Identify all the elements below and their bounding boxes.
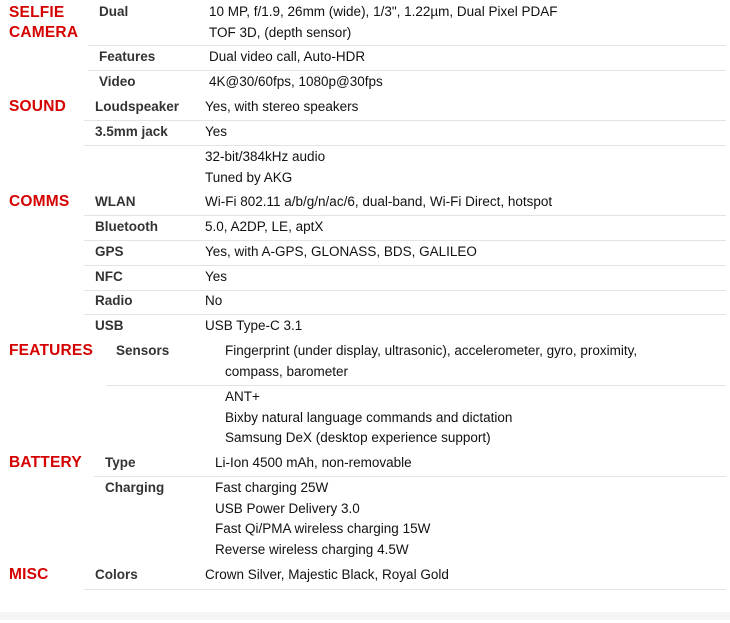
spec-label: Type (105, 455, 136, 470)
spec-label: Loudspeaker (95, 99, 180, 114)
row-divider (84, 589, 726, 590)
row-divider (84, 265, 726, 266)
row-divider (88, 70, 726, 71)
spec-value: Yes (205, 269, 228, 284)
spec-label: USB (95, 318, 124, 333)
section-title-comms: COMMS (9, 193, 70, 210)
spec-label: Radio (95, 293, 133, 308)
row-divider (84, 145, 726, 146)
spec-label: GPS (95, 244, 124, 259)
spec-value: 32-bit/384kHz audio Tuned by AKG (205, 149, 326, 185)
section-title-sound: SOUND (9, 98, 66, 115)
spec-label: 3.5mm jack (95, 124, 168, 139)
spec-value: 5.0, A2DP, LE, aptX (205, 219, 324, 234)
spec-value: Crown Silver, Majestic Black, Royal Gold (205, 567, 449, 582)
spec-label: Charging (105, 480, 165, 495)
spec-label: Video (99, 74, 136, 89)
spec-value: Yes, with A-GPS, GLONASS, BDS, GALILEO (205, 244, 477, 259)
spec-value: 4K@30/60fps, 1080p@30fps (209, 74, 383, 89)
spec-value: Fast charging 25W USB Power Delivery 3.0 Fast Qi/PMA wireless charging 15W Reverse wireless charging 4.5W (215, 480, 431, 557)
spec-value: Li-Ion 4500 mAh, non-removable (215, 455, 412, 470)
bottom-band (0, 612, 730, 620)
spec-value: Dual video call, Auto-HDR (209, 49, 366, 64)
row-divider (84, 240, 726, 241)
spec-value: ANT+ Bixby natural language commands and dictation Samsung DeX (desktop experience support) (225, 389, 513, 445)
row-divider (84, 314, 726, 315)
spec-value: 10 MP, f/1.9, 26mm (wide), 1/3", 1.22µm, Dual Pixel PDAF TOF 3D, (depth sensor) (209, 4, 558, 40)
spec-value: Wi-Fi 802.11 a/b/g/n/ac/6, dual-band, Wi-Fi Direct, hotspot (205, 194, 553, 209)
spec-value: Yes (205, 124, 228, 139)
row-divider (84, 290, 726, 291)
spec-label: Features (99, 49, 156, 64)
spec-value: USB Type-C 3.1 (205, 318, 303, 333)
row-divider (106, 385, 726, 386)
spec-label: Sensors (116, 343, 170, 358)
spec-value: Yes, with stereo speakers (205, 99, 359, 114)
section-title-features: FEATURES (9, 342, 93, 359)
spec-label: WLAN (95, 194, 136, 209)
row-divider (84, 120, 726, 121)
spec-value: Fingerprint (under display, ultrasonic), accelerometer, gyro, proximity, compass, barometer (225, 343, 638, 379)
section-title-selfie-camera: SELFIE CAMERA (9, 4, 79, 41)
section-title-misc: MISC (9, 566, 49, 583)
row-divider (94, 476, 726, 477)
row-divider (84, 215, 726, 216)
spec-value: No (205, 293, 223, 308)
spec-label: Bluetooth (95, 219, 158, 234)
section-title-battery: BATTERY (9, 454, 82, 471)
spec-label: Colors (95, 567, 138, 582)
spec-label: NFC (95, 269, 123, 284)
row-divider (88, 45, 726, 46)
spec-label: Dual (99, 4, 129, 19)
